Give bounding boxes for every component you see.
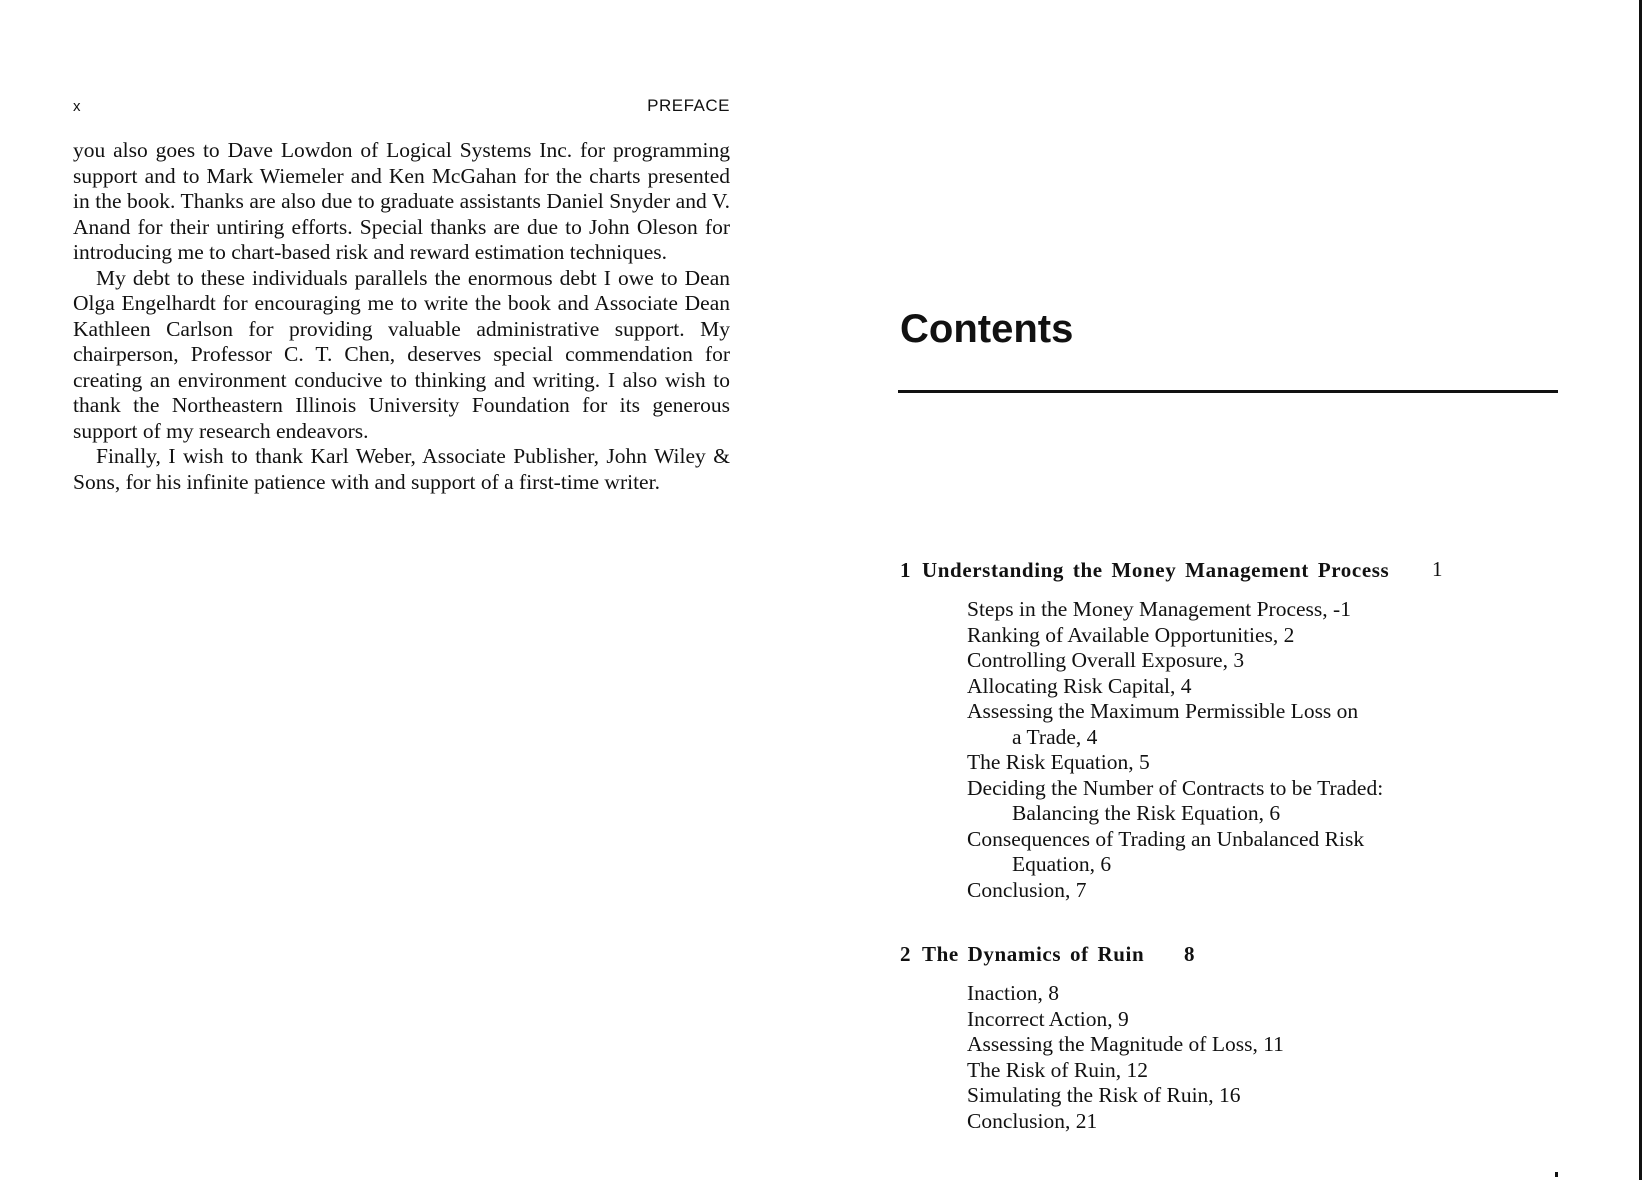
chapter-number: 1 (900, 558, 912, 582)
preface-paragraph: you also goes to Dave Lowdon of Logical Systems Inc. for programming support and to Mark Wiemeler and Ken McGahan for the charts presented in the book. Thanks are also due to graduate assistants Daniel Snyder and V. Anand for their untiring efforts. Special thanks are due to John Oleson for introducing me to chart-based risk and reward estimation techniques. (73, 138, 730, 264)
toc-entry[interactable]: Incorrect Action, 9 (967, 1006, 1129, 1031)
toc-entry[interactable]: Steps in the Money Management Process, -1 (967, 597, 1351, 621)
contents-rule (898, 390, 1558, 393)
preface-paragraph: My debt to these individuals parallels the enormous debt I owe to Dean Olga Engelhardt for encouraging me to write the book and Associate Dean Kathleen Carlson for providing valuable administrative support. My chairperson, Professor C. T. Chen, deserves special commendation for creating an environment conducive to thinking and writing. I also wish to thank the Northeastern Illinois University Foundation for its generous support of my research endeavors. (73, 265, 730, 443)
toc-entry[interactable]: Consequences of Trading an Unbalanced Risk Equation, 6 (967, 827, 1540, 878)
chapter-heading[interactable] (900, 558, 1540, 588)
toc-entry[interactable]: Ranking of Available Opportunities, 2 (967, 622, 1295, 647)
right-page-contents (898, 0, 1558, 1180)
running-head-title: PREFACE (647, 96, 730, 115)
section-list (967, 597, 1540, 903)
chapter-page-number: 8 (1184, 942, 1196, 966)
toc-entry[interactable]: The Risk Equation, 5 (967, 750, 1150, 774)
toc-chapter (900, 558, 1540, 903)
toc-entry[interactable]: Assessing the Maximum Permissible Loss on a Trade, 4 (967, 699, 1540, 750)
running-head (73, 96, 730, 120)
left-page-preface (73, 96, 730, 495)
chapter-heading[interactable] (900, 942, 1540, 972)
toc-entry[interactable]: Controlling Overall Exposure, 3 (967, 648, 1245, 672)
chapter-title: The Dynamics of Ruin (922, 942, 1145, 966)
toc-entry-continuation: a Trade, 4 (1012, 724, 1098, 749)
book-spine-edge (1639, 0, 1642, 1180)
contents-title: Contents (900, 307, 1074, 351)
toc-entry[interactable]: Simulating the Risk of Ruin, 16 (967, 1083, 1241, 1107)
page-folio: x (73, 98, 81, 115)
toc-entry-continuation: Equation, 6 (1012, 852, 1112, 876)
toc-chapter (900, 942, 1540, 1134)
toc-entry[interactable]: The Risk of Ruin, 12 (967, 1057, 1148, 1082)
toc-entry[interactable]: Inaction, 8 (967, 981, 1059, 1005)
preface-body (73, 138, 730, 495)
toc-entry[interactable]: Deciding the Number of Contracts to be Traded: Balancing the Risk Equation, 6 (967, 776, 1540, 827)
chapter-page-number: 1 (1432, 557, 1444, 581)
preface-paragraph: Finally, I wish to thank Karl Weber, Associate Publisher, John Wiley & Sons, for his infinite patience with and support of a first-time writer. (73, 444, 730, 494)
toc-entry[interactable]: Allocating Risk Capital, 4 (967, 673, 1192, 698)
chapter-number: 2 (900, 942, 912, 966)
toc-entry[interactable]: Assessing the Magnitude of Loss, 11 (967, 1032, 1284, 1056)
chapter-title: Understanding the Money Management Process (922, 558, 1390, 582)
toc-entry-continuation: Balancing the Risk Equation, 6 (1012, 801, 1281, 825)
toc-entry[interactable]: Conclusion, 21 (967, 1108, 1098, 1133)
toc-entry[interactable]: Conclusion, 7 (967, 877, 1087, 902)
section-list (967, 981, 1540, 1134)
